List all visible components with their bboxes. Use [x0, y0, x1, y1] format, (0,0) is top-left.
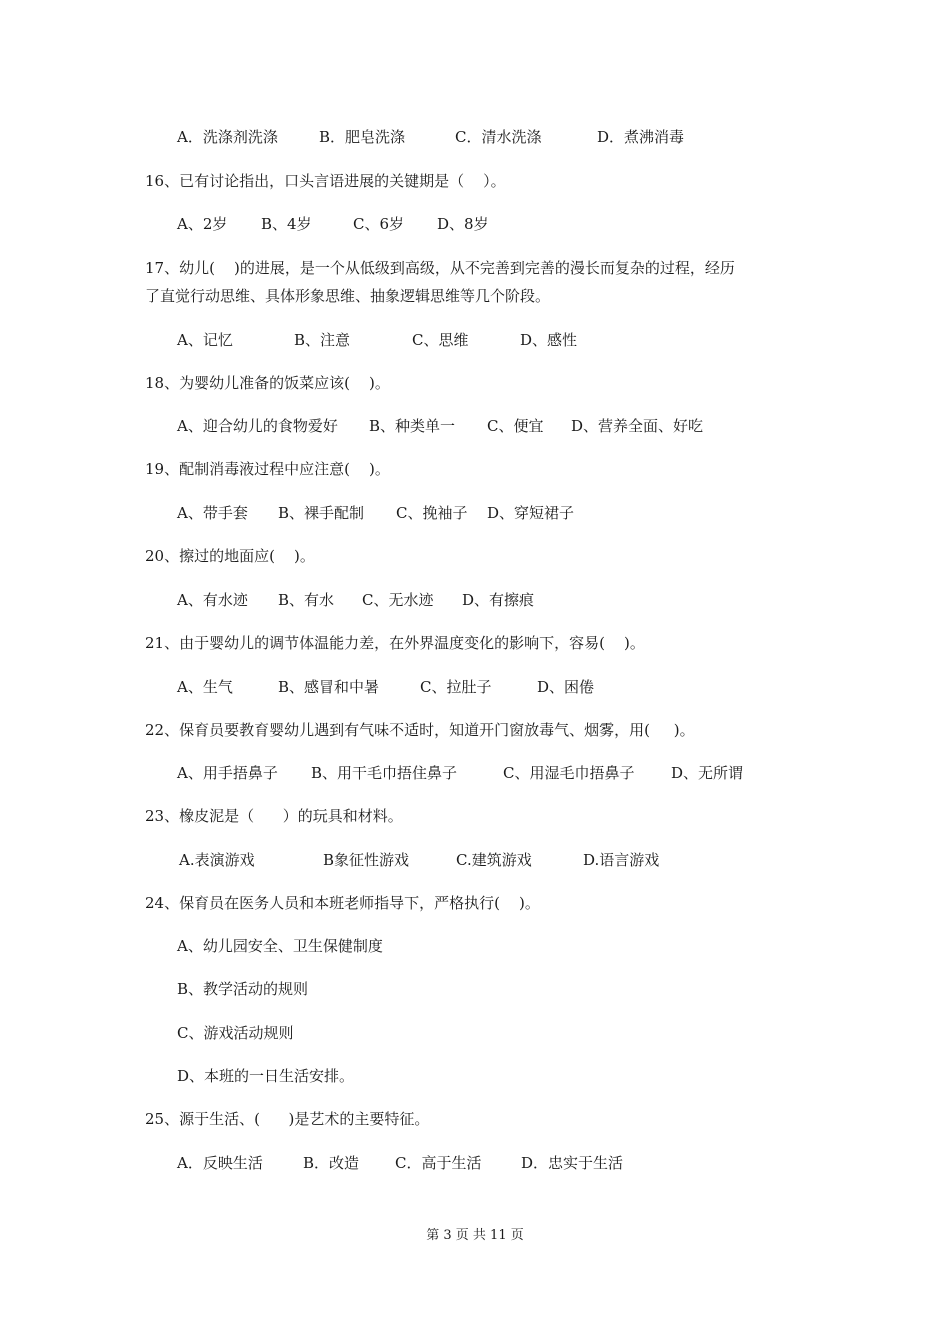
option-b: B、感冒和中暑 [278, 678, 380, 696]
option-c: C、拉肚子 [420, 678, 492, 696]
option-d: D、本班的一日生活安排。 [177, 1067, 355, 1085]
question-18: 18、为婴幼儿准备的饭菜应该( )。 [145, 374, 390, 392]
option-b: B、教学活动的规则 [177, 980, 309, 998]
option-a: A、幼儿园安全、卫生保健制度 [177, 937, 383, 955]
option-a: A、迎合幼儿的食物爱好 [177, 417, 338, 435]
option-b: B、种类单一 [369, 417, 456, 435]
option-c: C、便宜 [487, 417, 544, 435]
page-number: 第 3 页 共 11 页 [426, 1228, 524, 1243]
option-c: C.建筑游戏 [456, 851, 532, 869]
option-a: A、有水迹 [177, 591, 248, 609]
option-d: D、有擦痕 [462, 591, 535, 609]
question-23: 23、橡皮泥是（ ）的玩具和材料。 [145, 807, 403, 825]
option-b: B、裸手配制 [278, 504, 365, 522]
option-d: D、营养全面、好吃 [571, 417, 704, 435]
question-24: 24、保育员在医务人员和本班老师指导下，严格执行( )。 [145, 894, 540, 912]
option-d: D、无所谓 [671, 764, 744, 782]
option-a: A、2岁 [177, 215, 228, 233]
option-b: B、用干毛巾捂住鼻子 [311, 764, 458, 782]
option-d: D、感性 [520, 331, 578, 349]
option-a: A、生气 [177, 678, 233, 696]
option-b: B、注意 [294, 331, 351, 349]
question-16: 16、已有讨论指出，口头言语进展的关键期是（ ）。 [145, 172, 506, 190]
option-c: C．清水洗涤 [455, 128, 542, 146]
question-17-continued: 了直觉行动思维、具体形象思维、抽象逻辑思维等几个阶段。 [145, 287, 551, 305]
question-17: 17、幼儿( )的进展，是一个从低级到高级，从不完善到完善的漫长而复杂的过程，经历 [145, 259, 735, 277]
option-b: B．肥皂洗涤 [319, 128, 406, 146]
option-b: B、有水 [278, 591, 335, 609]
option-d: D、困倦 [537, 678, 595, 696]
option-d: D．忠实于生活 [521, 1154, 624, 1172]
question-19: 19、配制消毒液过程中应注意( )。 [145, 460, 390, 478]
option-a: A．洗涤剂洗涤 [177, 128, 278, 146]
option-c: C、6岁 [353, 215, 405, 233]
option-c: C、挽袖子 [396, 504, 468, 522]
option-c: C、游戏活动规则 [177, 1024, 294, 1042]
option-a: A、记忆 [177, 331, 233, 349]
option-c: C．高于生活 [395, 1154, 482, 1172]
question-22: 22、保育员要教育婴幼儿遇到有气味不适时，知道开门窗放毒气、烟雾，用( )。 [145, 721, 695, 739]
option-b: B．改造 [303, 1154, 360, 1172]
option-c: C、思维 [412, 331, 469, 349]
option-d: D、8岁 [437, 215, 489, 233]
option-d: D.语言游戏 [583, 851, 660, 869]
option-c: C、无水迹 [362, 591, 434, 609]
option-d: D、穿短裙子 [487, 504, 575, 522]
question-20: 20、擦过的地面应( )。 [145, 547, 315, 565]
option-a: A、用手捂鼻子 [177, 764, 278, 782]
option-b: B象征性游戏 [323, 851, 410, 869]
option-a: A.表演游戏 [179, 851, 255, 869]
option-c: C、用湿毛巾捂鼻子 [503, 764, 635, 782]
option-a: A．反映生活 [177, 1154, 263, 1172]
option-d: D．煮沸消毒 [597, 128, 685, 146]
option-a: A、带手套 [177, 504, 248, 522]
option-b: B、4岁 [261, 215, 312, 233]
question-25: 25、源于生活、( )是艺术的主要特征。 [145, 1110, 430, 1128]
question-21: 21、由于婴幼儿的调节体温能力差，在外界温度变化的影响下，容易( )。 [145, 634, 645, 652]
